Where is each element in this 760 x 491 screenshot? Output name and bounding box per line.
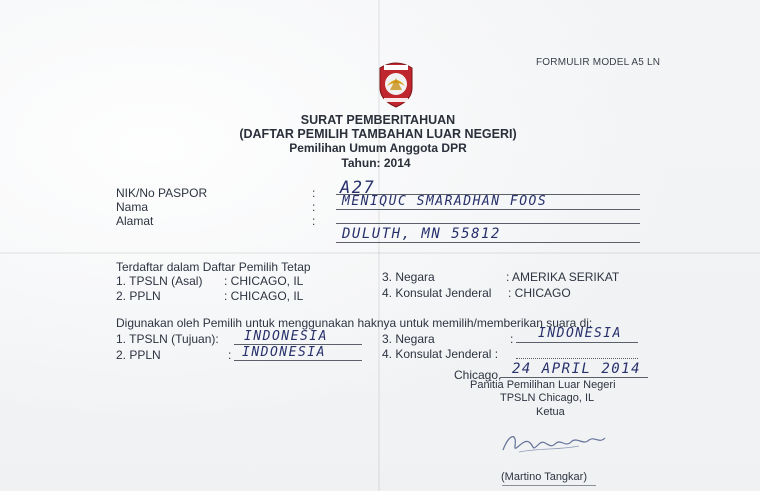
terdaftar-tpsln-label: 1. TPSLN (Asal): [116, 274, 203, 288]
digunakan-konsulat-label: 4. Konsulat Jenderal :: [382, 347, 499, 361]
terdaftar-konsulat-value: : CHICAGO: [508, 286, 571, 300]
digunakan-konsulat-line: [516, 358, 638, 359]
alamat-line-2: [336, 242, 640, 243]
alamat-label: Alamat: [116, 214, 154, 228]
terdaftar-negara-label: 3. Negara: [382, 270, 435, 284]
title-line-1: SURAT PEMBERITAHUAN: [300, 113, 456, 127]
alamat-line-1: [336, 223, 640, 224]
terdaftar-negara-value: : AMERIKA SERIKAT: [506, 270, 620, 284]
digunakan-ppln-value: INDONESIA: [242, 345, 326, 360]
footer-date-line: [500, 377, 648, 378]
nama-value: MENIQUC SMARADHAN FOOS: [342, 194, 548, 209]
kpu-logo-icon: [376, 60, 416, 108]
nama-colon: :: [312, 200, 316, 214]
nama-label: Nama: [116, 200, 149, 214]
title-line-3: Pemilihan Umum Anggota DPR: [289, 141, 467, 155]
nik-label: NIK/No PASPOR: [116, 186, 208, 200]
footer-place: Chicago,: [454, 368, 502, 382]
terdaftar-ppln-value: : CHICAGO, IL: [224, 289, 304, 303]
terdaftar-ppln-label: 2. PPLN: [116, 289, 161, 303]
digunakan-heading: Digunakan oleh Pemilih untuk menggunakan haknya untuk memilih/memberikan suara di:: [116, 316, 593, 330]
digunakan-ppln-label: 2. PPLN: [116, 348, 161, 362]
nik-value: A27: [340, 178, 376, 198]
handwritten-signature: [499, 428, 609, 458]
paper-fold-horizontal: [0, 252, 760, 254]
footer-signer: (Martino Tangkar): [501, 471, 587, 483]
alamat-value: DULUTH, MN 55812: [342, 226, 501, 242]
title-line-4: Tahun: 2014: [341, 156, 411, 170]
title-line-2: (DAFTAR PEMILIH TAMBAHAN LUAR NEGERI): [239, 127, 517, 141]
digunakan-tpsln-value: INDONESIA: [244, 329, 328, 344]
alamat-colon: :: [312, 214, 316, 228]
digunakan-negara-colon: :: [510, 332, 514, 346]
footer-signer-underline: [502, 485, 596, 486]
terdaftar-konsulat-label: 4. Konsulat Jenderal: [382, 286, 492, 300]
digunakan-tpsln-label: 1. TPSLN (Tujuan):: [116, 332, 219, 346]
form-code: FORMULIR MODEL A5 LN: [536, 57, 661, 68]
nik-colon: :: [312, 186, 316, 200]
terdaftar-heading: Terdaftar dalam Daftar Pemilih Tetap: [116, 260, 311, 274]
digunakan-negara-line: [516, 342, 638, 343]
terdaftar-tpsln-value: : CHICAGO, IL: [224, 274, 304, 288]
digunakan-negara-value: INDONESIA: [538, 326, 622, 341]
digunakan-negara-label: 3. Negara: [382, 332, 435, 346]
footer-committee-1: Panitia Pemilihan Luar Negeri: [470, 379, 616, 391]
nama-line: [336, 209, 640, 210]
footer-date: 24 APRIL 2014: [512, 361, 642, 377]
digunakan-ppln-colon: :: [228, 348, 232, 362]
digunakan-ppln-line: [234, 360, 362, 361]
footer-role: Ketua: [536, 406, 565, 418]
footer-committee-2: TPSLN Chicago, IL: [500, 392, 595, 404]
